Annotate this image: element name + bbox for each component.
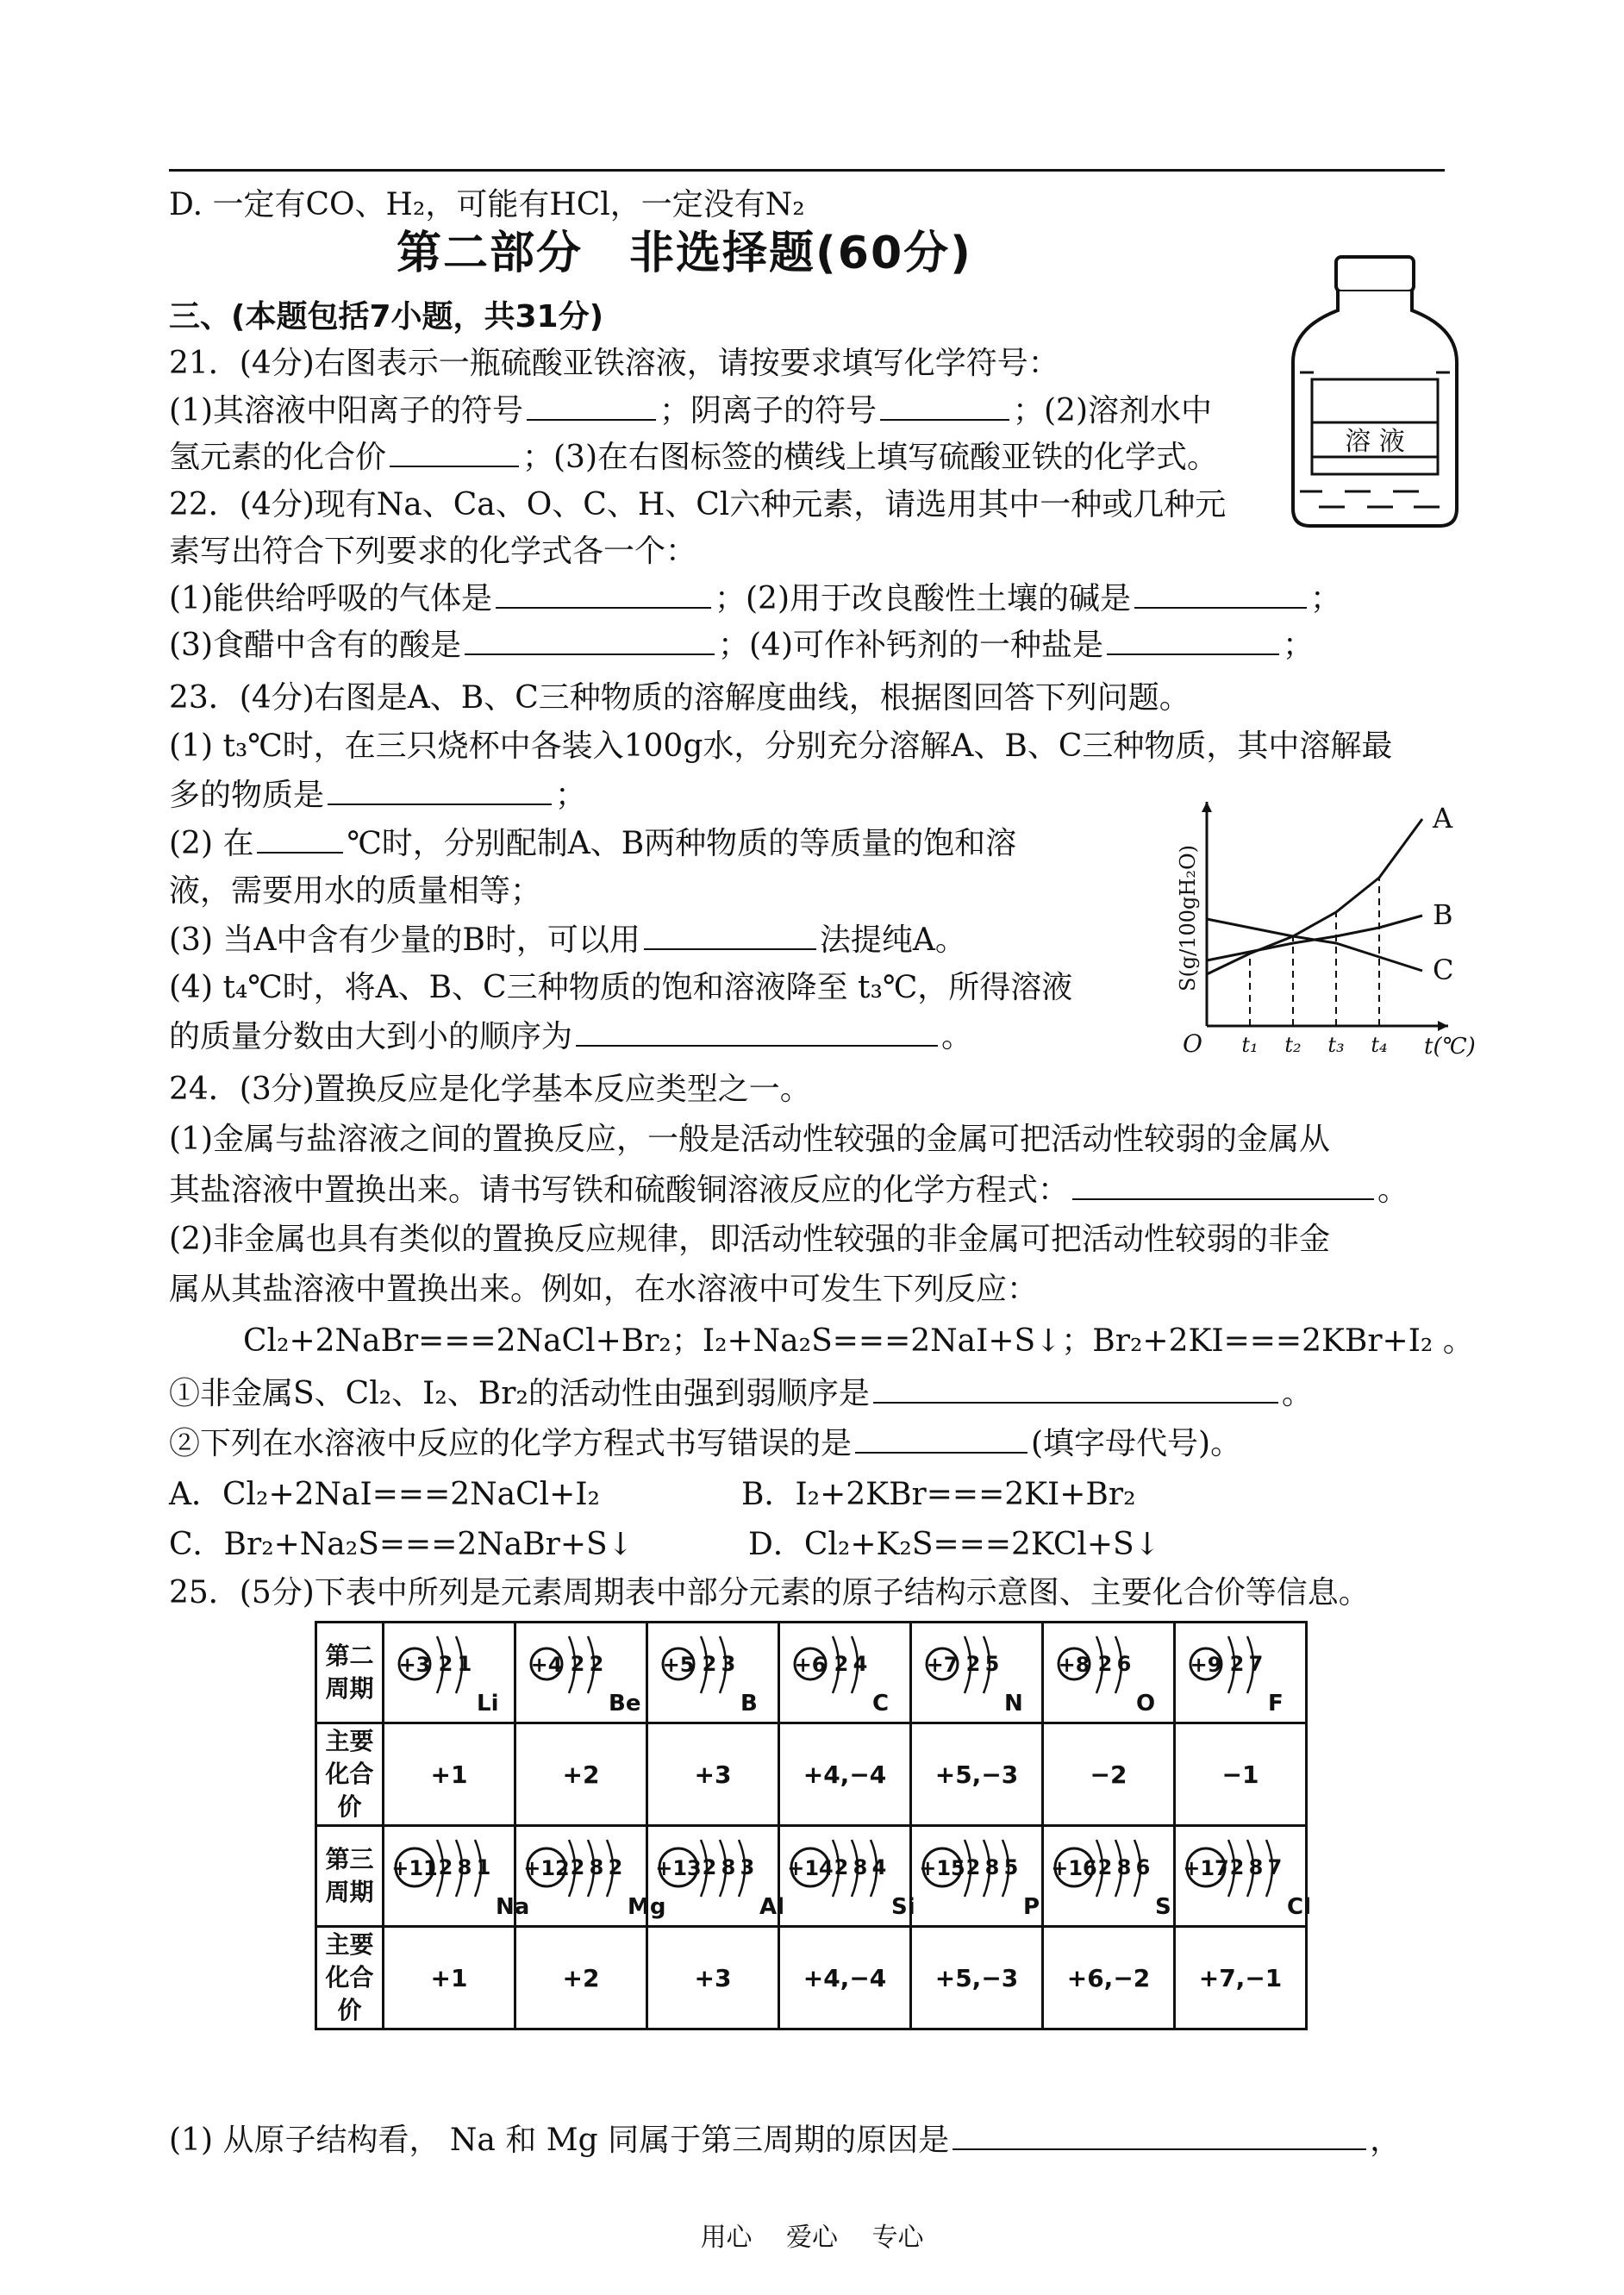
row-header: 第二周期 bbox=[316, 1623, 384, 1723]
atom-structure-diagram bbox=[517, 1624, 645, 1717]
element-symbol: Cl bbox=[1287, 1894, 1311, 1920]
atom-li bbox=[384, 1623, 515, 1723]
nucleus-charge: +17 bbox=[1183, 1856, 1229, 1880]
atom-structure-diagram bbox=[1045, 1828, 1172, 1921]
electron-count: 2 bbox=[834, 1855, 849, 1879]
q23-most-soluble-blank[interactable] bbox=[328, 774, 552, 805]
electron-count: 2 bbox=[1229, 1652, 1245, 1676]
q24-line8 bbox=[169, 1423, 1241, 1465]
electron-count: 7 bbox=[1248, 1652, 1264, 1676]
solubility-chart bbox=[1155, 793, 1474, 1069]
q24-wrong-choice-blank[interactable] bbox=[855, 1423, 1027, 1454]
q24-option-d: D．Cl₂+K₂S===2KCl+S↓ bbox=[748, 1527, 1160, 1562]
q21-cation-blank[interactable] bbox=[527, 390, 656, 421]
q23-line8 bbox=[169, 1016, 972, 1058]
q24-text: 。 bbox=[1281, 1376, 1313, 1411]
x-tick-label: t₃ bbox=[1327, 1033, 1345, 1057]
electron-count: 8 bbox=[457, 1855, 472, 1879]
q23-line2: (1) t₃℃时，在三只烧杯中各装入100g水，分别充分溶解A、B、C三种物质，其中溶解最 bbox=[169, 729, 1393, 764]
electron-count: 7 bbox=[1267, 1855, 1283, 1879]
q23-text: 。 bbox=[941, 1019, 973, 1054]
valence-cell: +6,−2 bbox=[1043, 1927, 1175, 2029]
q22-text: ； bbox=[1310, 581, 1342, 616]
atom-s bbox=[1043, 1826, 1175, 1927]
q23-line3 bbox=[169, 774, 586, 816]
q23-text: (3) 当A中含有少量的B时，可以用 bbox=[169, 922, 640, 958]
atom-mg bbox=[515, 1826, 666, 1927]
electron-count: 2 bbox=[965, 1855, 981, 1879]
electron-count: 2 bbox=[1097, 1652, 1113, 1676]
atom-structure-diagram bbox=[781, 1624, 909, 1717]
nucleus-charge: +13 bbox=[655, 1856, 702, 1880]
atom-structure-diagram bbox=[1045, 1624, 1172, 1717]
nucleus-charge: +15 bbox=[919, 1856, 965, 1880]
y-axis-label: S(g/100gH₂O) bbox=[1176, 844, 1200, 991]
atom-structure-diagram bbox=[913, 1624, 1040, 1717]
x-tick-label: t₂ bbox=[1284, 1033, 1302, 1057]
atom-f bbox=[1175, 1623, 1307, 1723]
nucleus-charge: +9 bbox=[1190, 1653, 1222, 1677]
series-label: A bbox=[1433, 802, 1453, 835]
q22-line4 bbox=[169, 624, 1314, 666]
nucleus-charge: +11 bbox=[391, 1856, 438, 1880]
atom-na bbox=[384, 1826, 530, 1927]
q22-text: ；(2)用于改良酸性土壤的碱是 bbox=[715, 581, 1131, 616]
electron-count: 8 bbox=[853, 1855, 868, 1879]
atom-o bbox=[1043, 1623, 1175, 1723]
atom-structure-diagram bbox=[1177, 1624, 1304, 1717]
atom-structure-diagram bbox=[781, 1828, 915, 1921]
nucleus-charge: +8 bbox=[1058, 1653, 1090, 1677]
valence-cell: +2 bbox=[515, 1927, 647, 2029]
series-line-a bbox=[1207, 819, 1422, 974]
nucleus-charge: +14 bbox=[787, 1856, 834, 1880]
electron-count: 5 bbox=[984, 1652, 1000, 1676]
q23-text: 法提纯A。 bbox=[819, 922, 966, 958]
element-symbol: O bbox=[1136, 1691, 1156, 1717]
nucleus-charge: +3 bbox=[398, 1653, 431, 1677]
q24-option-a: A．Cl₂+2NaI===2NaCl+I₂ bbox=[169, 1477, 600, 1512]
q24-equation-blank[interactable] bbox=[1072, 1169, 1374, 1200]
q21-line2 bbox=[169, 390, 1212, 432]
electron-count: 2 bbox=[1097, 1855, 1113, 1879]
electron-count: 2 bbox=[834, 1652, 849, 1676]
atom-n bbox=[911, 1623, 1043, 1723]
nucleus-charge: +6 bbox=[794, 1653, 827, 1677]
element-symbol: Li bbox=[477, 1691, 499, 1717]
q23-method-blank[interactable] bbox=[644, 919, 816, 950]
element-symbol: B bbox=[740, 1691, 758, 1717]
series-label: C bbox=[1433, 954, 1454, 986]
q22-acid-blank[interactable] bbox=[465, 624, 715, 655]
q25-sub1 bbox=[169, 2119, 1401, 2161]
electron-count: 8 bbox=[1248, 1855, 1264, 1879]
periodic-table bbox=[315, 1621, 1311, 2030]
valence-cell: +1 bbox=[384, 1723, 515, 1826]
q22-text: (1)能供给呼吸的气体是 bbox=[169, 581, 492, 616]
series-line-c bbox=[1207, 919, 1422, 971]
electron-count: 1 bbox=[457, 1652, 472, 1676]
q22-line1: 22．(4分)现有Na、Ca、O、C、H、Cl六种元素，请选用其中一种或几种元 bbox=[169, 487, 1227, 522]
electron-count: 8 bbox=[721, 1855, 736, 1879]
nucleus-charge: +16 bbox=[1051, 1856, 1097, 1880]
valence-cell: +5,−3 bbox=[911, 1723, 1043, 1826]
q23-text: (2) 在 bbox=[169, 826, 254, 861]
page-footer: 用心 爱心 专心 bbox=[700, 2223, 924, 2253]
element-symbol: Al bbox=[759, 1894, 785, 1920]
q23-text: ℃时，分别配制A、B两种物质的等质量的饱和溶 bbox=[347, 826, 1017, 861]
q21-text: 氢元素的化合价 bbox=[169, 440, 387, 475]
electron-count: 6 bbox=[1116, 1652, 1132, 1676]
q22-salt-blank[interactable] bbox=[1107, 624, 1279, 655]
q24-line5: 属从其盐溶液中置换出来。例如，在水溶液中可发生下列反应： bbox=[169, 1272, 1039, 1307]
element-symbol: Mg bbox=[628, 1894, 666, 1920]
q24-line1: 24．(3分)置换反应是化学基本反应类型之一。 bbox=[169, 1072, 811, 1107]
row-header: 主要化合价 bbox=[316, 1723, 384, 1826]
y-axis-arrow bbox=[1202, 802, 1212, 812]
q21-valence-blank[interactable] bbox=[390, 436, 519, 467]
electron-count: 5 bbox=[1003, 1855, 1019, 1879]
q21-text: ；阴离子的符号 bbox=[659, 393, 878, 428]
row-header: 第三周期 bbox=[316, 1826, 384, 1927]
q24-line3 bbox=[169, 1169, 1409, 1211]
q23-order-blank[interactable] bbox=[576, 1016, 938, 1047]
electron-count: 2 bbox=[438, 1855, 453, 1879]
q24-order-blank[interactable] bbox=[873, 1373, 1278, 1404]
atom-c bbox=[779, 1623, 911, 1723]
valence-cell: +3 bbox=[647, 1927, 779, 2029]
q22-text: ； bbox=[1283, 628, 1315, 663]
atom-p bbox=[911, 1826, 1043, 1927]
x-tick-label: t₁ bbox=[1241, 1033, 1259, 1057]
q23-line5: 液，需要用水的质量相等； bbox=[169, 873, 542, 909]
q24-line4: (2)非金属也具有类似的置换反应规律，即活动性较强的非金属可把活动性较弱的非金 bbox=[169, 1222, 1330, 1257]
atom-b bbox=[647, 1623, 779, 1723]
electron-count: 2 bbox=[702, 1855, 717, 1879]
q24-text: 。 bbox=[1377, 1173, 1409, 1208]
electron-count: 4 bbox=[853, 1652, 868, 1676]
valence-cell: +3 bbox=[647, 1723, 779, 1826]
nucleus-charge: +5 bbox=[662, 1653, 695, 1677]
electron-count: 2 bbox=[702, 1652, 717, 1676]
q21-text: ；(2)溶剂水中 bbox=[1013, 393, 1213, 428]
electron-count: 8 bbox=[1116, 1855, 1132, 1879]
q21-line1: 21．(4分)右图表示一瓶硫酸亚铁溶液，请按要求填写化学符号： bbox=[169, 346, 1059, 381]
section-three-heading: 三、(本题包括7小题，共31分) bbox=[169, 299, 604, 335]
valence-cell: +4,−4 bbox=[779, 1723, 911, 1826]
q22-line2: 素写出符合下列要求的化学式各一个： bbox=[169, 534, 697, 569]
electron-count: 2 bbox=[438, 1652, 453, 1676]
q23-line1: 23．(4分)右图是A、B、C三种物质的溶解度曲线，根据图回答下列问题。 bbox=[169, 680, 1190, 716]
element-symbol: F bbox=[1268, 1691, 1284, 1717]
valence-cell: +2 bbox=[515, 1723, 647, 1826]
q21-line3 bbox=[169, 436, 1218, 478]
x-axis-arrow bbox=[1438, 1021, 1448, 1031]
q25-reason-blank[interactable] bbox=[953, 2119, 1366, 2150]
valence-cell: +5,−3 bbox=[911, 1927, 1043, 2029]
electron-count: 6 bbox=[1135, 1855, 1151, 1879]
electron-count: 8 bbox=[589, 1855, 604, 1879]
q25-text: ， bbox=[1370, 2123, 1402, 2158]
atom-si bbox=[779, 1826, 915, 1927]
q22-base-blank[interactable] bbox=[1134, 578, 1307, 609]
atom-be bbox=[515, 1623, 647, 1723]
valence-cell: +7,−1 bbox=[1175, 1927, 1307, 2029]
electron-count: 2 bbox=[965, 1652, 981, 1676]
period-three-valence-row bbox=[316, 1927, 1307, 2029]
nucleus-charge: +12 bbox=[523, 1856, 570, 1880]
electron-count: 3 bbox=[740, 1855, 755, 1879]
element-symbol: Na bbox=[496, 1894, 530, 1920]
electron-count: 2 bbox=[1229, 1855, 1245, 1879]
q23-text: 的质量分数由大到小的顺序为 bbox=[169, 1019, 573, 1054]
option-d-text: D. 一定有CO、H₂，可能有HCl，一定没有N₂ bbox=[169, 187, 805, 222]
electron-count: 2 bbox=[589, 1652, 604, 1676]
element-symbol: Si bbox=[891, 1894, 915, 1920]
valence-cell: −2 bbox=[1043, 1723, 1175, 1826]
electron-count: 2 bbox=[608, 1855, 623, 1879]
q24-option-b: B．I₂+2KBr===2KI+Br₂ bbox=[741, 1477, 1136, 1512]
nucleus-charge: +4 bbox=[530, 1653, 563, 1677]
q24-line6: Cl₂+2NaBr===2NaCl+Br₂；I₂+Na₂S===2NaI+S↓；Br₂+2KI===2KBr+I₂ 。 bbox=[243, 1323, 1474, 1359]
electron-count: 2 bbox=[570, 1855, 585, 1879]
element-symbol: C bbox=[872, 1691, 890, 1717]
period-two-valence-row bbox=[316, 1723, 1307, 1826]
atom-structure-diagram bbox=[913, 1828, 1040, 1921]
q24-text: 其盐溶液中置换出来。请书写铁和硫酸铜溶液反应的化学方程式： bbox=[169, 1173, 1070, 1208]
atom-structure-diagram bbox=[1177, 1828, 1311, 1921]
x-axis-label: t(℃) bbox=[1424, 1034, 1476, 1060]
electron-count: 2 bbox=[570, 1652, 585, 1676]
element-symbol: Be bbox=[609, 1691, 641, 1717]
q24-text: (填字母代号)。 bbox=[1031, 1426, 1242, 1461]
chart-series bbox=[1207, 819, 1422, 974]
bottle-label-text: 溶 液 bbox=[1345, 427, 1405, 457]
q23-text: ； bbox=[555, 778, 587, 813]
q22-text: (3)食醋中含有的酸是 bbox=[169, 628, 461, 663]
q24-text: ①非金属S、Cl₂、I₂、Br₂的活动性由强到弱顺序是 bbox=[169, 1376, 870, 1411]
period-three-row bbox=[316, 1826, 1307, 1927]
q23-line4 bbox=[169, 822, 1016, 865]
x-tick-label: t₄ bbox=[1371, 1033, 1388, 1057]
origin-label: O bbox=[1183, 1029, 1202, 1058]
q23-temp-blank[interactable] bbox=[257, 822, 343, 854]
valence-cell: −1 bbox=[1175, 1723, 1307, 1826]
q24-option-c: C．Br₂+Na₂S===2NaBr+S↓ bbox=[169, 1527, 634, 1562]
atom-structure-diagram bbox=[649, 1624, 777, 1717]
electron-count: 4 bbox=[871, 1855, 887, 1879]
electron-count: 3 bbox=[721, 1652, 736, 1676]
q23-text: 多的物质是 bbox=[169, 778, 325, 813]
bottle-illustration bbox=[1284, 250, 1465, 535]
atom-structure-diagram bbox=[385, 1828, 530, 1921]
atom-cl bbox=[1175, 1826, 1311, 1927]
atom-structure-diagram bbox=[385, 1624, 513, 1717]
q21-anion-blank[interactable] bbox=[880, 390, 1009, 421]
electron-count: 1 bbox=[476, 1855, 491, 1879]
atom-structure-diagram bbox=[517, 1828, 666, 1921]
atom-structure-diagram bbox=[649, 1828, 785, 1921]
series-label: B bbox=[1433, 898, 1453, 931]
row-header: 主要化合价 bbox=[316, 1927, 384, 2029]
element-symbol: N bbox=[1004, 1691, 1023, 1717]
q22-gas-blank[interactable] bbox=[496, 578, 711, 609]
series-line-b bbox=[1207, 916, 1422, 960]
electron-count: 8 bbox=[984, 1855, 1000, 1879]
q23-line6 bbox=[169, 919, 966, 961]
q22-text: ；(4)可作补钙剂的一种盐是 bbox=[718, 628, 1103, 663]
q21-text: ；(3)在右图标签的横线上填写硫酸亚铁的化学式。 bbox=[522, 440, 1219, 475]
q21-text: (1)其溶液中阳离子的符号 bbox=[169, 393, 523, 428]
valence-cell: +4,−4 bbox=[779, 1927, 911, 2029]
q22-line3 bbox=[169, 578, 1341, 620]
q25-text: (1) 从原子结构看， Na 和 Mg 同属于第三周期的原因是 bbox=[169, 2123, 950, 2158]
atom-al bbox=[647, 1826, 785, 1927]
valence-cell: +1 bbox=[384, 1927, 515, 2029]
element-symbol: S bbox=[1155, 1894, 1171, 1920]
q24-text: ②下列在水溶液中反应的化学方程式书写错误的是 bbox=[169, 1426, 853, 1461]
part-title: 第二部分 非选择题(60分) bbox=[397, 228, 972, 279]
nucleus-charge: +7 bbox=[926, 1653, 959, 1677]
top-rule bbox=[169, 169, 1445, 172]
q25-line1: 25．(5分)下表中所列是元素周期表中部分元素的原子结构示意图、主要化合价等信息。 bbox=[169, 1575, 1370, 1610]
element-symbol: P bbox=[1023, 1894, 1040, 1920]
q23-line7: (4) t₄℃时，将A、B、C三种物质的饱和溶液降至 t₃℃，所得溶液 bbox=[169, 970, 1073, 1005]
q24-line7 bbox=[169, 1373, 1313, 1415]
period-two-row bbox=[316, 1623, 1307, 1723]
q24-line2: (1)金属与盐溶液之间的置换反应，一般是活动性较强的金属可把活动性较弱的金属从 bbox=[169, 1122, 1330, 1157]
chart-labels bbox=[1176, 802, 1476, 1060]
